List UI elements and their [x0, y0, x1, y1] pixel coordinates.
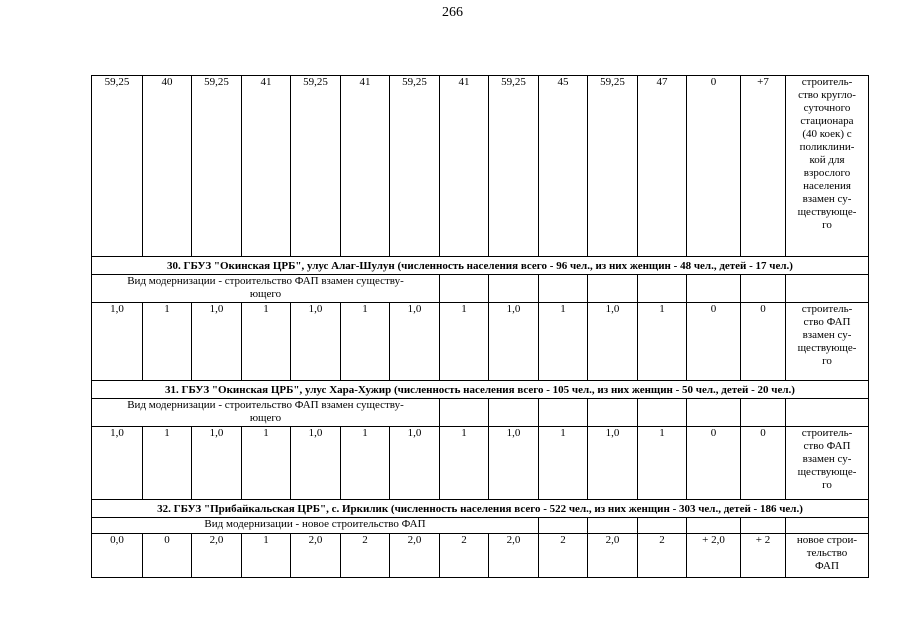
- modernization-type: Вид модернизации - новое строительство ФАП: [92, 518, 539, 534]
- table-cell: 1,0: [92, 427, 143, 500]
- section-header-row: [92, 257, 869, 275]
- table-cell: 1: [638, 303, 687, 381]
- modernization-table: [91, 75, 869, 578]
- table-cell: 1,0: [489, 427, 539, 500]
- empty-cell: [588, 275, 638, 303]
- section-header-row: [92, 381, 869, 399]
- table-cell: 0: [143, 534, 192, 578]
- table-cell: 41: [242, 76, 291, 257]
- table-cell: 1,0: [390, 303, 440, 381]
- table-cell: 0,0: [92, 534, 143, 578]
- table-cell: 0: [741, 427, 786, 500]
- table-cell: +7: [741, 76, 786, 257]
- table-cell: 2: [440, 534, 489, 578]
- table-cell: 0: [687, 303, 741, 381]
- table-cell: 59,25: [92, 76, 143, 257]
- section-header: 30. ГБУЗ "Окинская ЦРБ", улус Алаг-Шулун (численность населения всего - 96 чел., из них женщин - 48 чел., детей - 17 чел.): [92, 257, 869, 275]
- empty-cell: [687, 399, 741, 427]
- empty-cell: [440, 399, 489, 427]
- table-cell: 1: [242, 534, 291, 578]
- table-cell: 2,0: [192, 534, 242, 578]
- empty-cell: [741, 518, 786, 534]
- table-cell: 1,0: [291, 303, 341, 381]
- empty-cell: [539, 399, 588, 427]
- section-header: 31. ГБУЗ "Окинская ЦРБ", улус Хара-Хужир (численность населения всего - 105 чел., из них женщин - 50 чел., детей - 20 чел.): [92, 381, 869, 399]
- table-cell: 2,0: [588, 534, 638, 578]
- modernization-row: [92, 518, 869, 534]
- empty-cell: [489, 275, 539, 303]
- table-cell: 1: [143, 427, 192, 500]
- table-row: [92, 303, 869, 381]
- empty-cell: [440, 275, 489, 303]
- table-cell: 1: [242, 427, 291, 500]
- table-cell: 2,0: [489, 534, 539, 578]
- note-cell: новое строи- тельство ФАП: [786, 534, 869, 578]
- table-cell: 1,0: [588, 427, 638, 500]
- empty-cell: [741, 275, 786, 303]
- table-cell: 47: [638, 76, 687, 257]
- table-cell: + 2: [741, 534, 786, 578]
- empty-cell: [786, 518, 869, 534]
- table-cell: 1,0: [192, 303, 242, 381]
- empty-cell: [687, 275, 741, 303]
- table-cell: 59,25: [390, 76, 440, 257]
- table-cell: 1,0: [588, 303, 638, 381]
- table-cell: 0: [741, 303, 786, 381]
- empty-cell: [638, 275, 687, 303]
- empty-cell: [786, 399, 869, 427]
- table-cell: 1,0: [489, 303, 539, 381]
- table-cell: + 2,0: [687, 534, 741, 578]
- empty-cell: [588, 399, 638, 427]
- modernization-type: Вид модернизации - строительство ФАП взамен существу- ющего: [92, 399, 440, 427]
- empty-cell: [786, 275, 869, 303]
- table-cell: 2: [341, 534, 390, 578]
- empty-cell: [489, 399, 539, 427]
- table-cell: 1: [638, 427, 687, 500]
- table-cell: 1: [341, 303, 390, 381]
- table-cell: 1: [440, 303, 489, 381]
- table-row: [92, 534, 869, 578]
- section-header: 32. ГБУЗ "Прибайкальская ЦРБ", с. Иркилик (численность населения всего - 522 чел., из них женщин - 303 чел., детей - 186 чел.): [92, 500, 869, 518]
- table-cell: 59,25: [588, 76, 638, 257]
- section-header-row: [92, 500, 869, 518]
- table-cell: 40: [143, 76, 192, 257]
- table-cell: 59,25: [291, 76, 341, 257]
- empty-cell: [638, 399, 687, 427]
- table-cell: 1: [143, 303, 192, 381]
- table-row: [92, 76, 869, 257]
- modernization-row: [92, 275, 869, 303]
- empty-cell: [539, 518, 588, 534]
- table-cell: 1: [440, 427, 489, 500]
- table-row: [92, 427, 869, 500]
- empty-cell: [741, 399, 786, 427]
- empty-cell: [638, 518, 687, 534]
- empty-cell: [588, 518, 638, 534]
- table-cell: 45: [539, 76, 588, 257]
- empty-cell: [539, 275, 588, 303]
- table-cell: 1: [242, 303, 291, 381]
- table-cell: 0: [687, 76, 741, 257]
- note-cell: строитель- ство ФАП взамен су- ществующе- го: [786, 427, 869, 500]
- table-cell: 2,0: [390, 534, 440, 578]
- note-cell: строитель- ство ФАП взамен су- ществующе- го: [786, 303, 869, 381]
- table-cell: 1: [341, 427, 390, 500]
- table-cell: 1: [539, 427, 588, 500]
- table-cell: 1,0: [192, 427, 242, 500]
- empty-cell: [687, 518, 741, 534]
- table-cell: 59,25: [489, 76, 539, 257]
- table-cell: 2: [638, 534, 687, 578]
- page-number: 266: [442, 5, 463, 20]
- note-cell: строитель- ство кругло- суточного стационара (40 коек) с поликлини- кой для взрослого населения взамен су- ществующе- го: [786, 76, 869, 257]
- table-cell: 1: [539, 303, 588, 381]
- modernization-row: [92, 399, 869, 427]
- table-cell: 1,0: [291, 427, 341, 500]
- table-cell: 41: [341, 76, 390, 257]
- modernization-type: Вид модернизации - строительство ФАП взамен существу- ющего: [92, 275, 440, 303]
- table-cell: 2,0: [291, 534, 341, 578]
- table-cell: 1,0: [92, 303, 143, 381]
- table-cell: 0: [687, 427, 741, 500]
- table-cell: 1,0: [390, 427, 440, 500]
- table-cell: 59,25: [192, 76, 242, 257]
- table-cell: 2: [539, 534, 588, 578]
- table-cell: 41: [440, 76, 489, 257]
